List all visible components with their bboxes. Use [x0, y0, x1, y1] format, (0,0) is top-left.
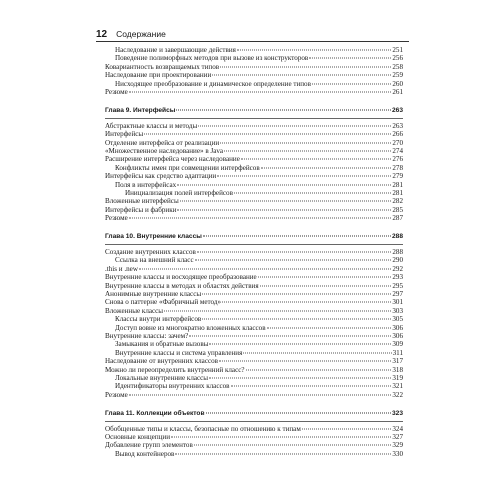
- toc-entry-title: Можно ли переопределить внутренний класс?: [105, 365, 245, 374]
- dot-leader: [224, 151, 391, 152]
- toc-entry: [105, 433, 403, 441]
- toc-entry-page: 322: [392, 390, 403, 399]
- dot-leader: [129, 394, 392, 395]
- toc-entry-page: 329: [392, 441, 403, 450]
- toc-entry-title: Нисходящее преобразование и динамическое определение типов: [115, 79, 311, 88]
- dot-leader: [309, 58, 391, 59]
- dot-leader: [312, 83, 391, 84]
- toc-entry-page: 292: [392, 264, 403, 273]
- dot-leader: [144, 134, 391, 135]
- toc-entry-title: Расширение интерфейса через наследование: [105, 155, 240, 164]
- dot-leader: [217, 176, 391, 177]
- toc-entry-page: 297: [392, 289, 403, 298]
- toc-entry: [105, 273, 403, 281]
- toc-entry-title: Интерфейсы как средство адаптации: [105, 172, 217, 181]
- toc-entry-title: Внутренние классы и система управления: [115, 348, 243, 357]
- toc-entry-page: 259: [392, 71, 403, 80]
- dot-leader: [258, 277, 392, 278]
- toc-entry-page: 309: [392, 340, 403, 349]
- toc-entry-title: Замыкания и обратные вызовы: [115, 340, 209, 349]
- dot-leader: [220, 66, 391, 67]
- toc-entry-page: 260: [392, 79, 403, 88]
- toc-entry-page: 306: [392, 331, 403, 340]
- toc-entry-title: Наследование от внутренних классов: [105, 357, 219, 366]
- toc-entry-title: Создание внутренних классов: [105, 248, 196, 257]
- table-of-contents: [105, 46, 403, 458]
- toc-entry-title: Внутренние классы в методах и областях действия: [105, 281, 259, 290]
- page-number: 12: [96, 29, 108, 40]
- toc-entry: [105, 332, 403, 340]
- chapter-heading-block: [105, 408, 403, 422]
- toc-entry-title: Внутренние классы и восходящее преобразование: [105, 273, 257, 282]
- toc-entry: [105, 155, 403, 163]
- toc-entry-title: Вложенные интерфейсы: [105, 197, 179, 206]
- toc-entry: [105, 307, 403, 315]
- toc-entry: [105, 391, 403, 399]
- dot-leader: [231, 386, 392, 387]
- chapter-title: Глава 10. Внутренние классы: [105, 233, 202, 241]
- toc-entry-page: 306: [392, 323, 403, 332]
- toc-entry-page: 327: [392, 432, 403, 441]
- toc-entry: [105, 298, 403, 306]
- toc-entry-page: 281: [392, 188, 403, 197]
- toc-entry: [105, 197, 403, 205]
- toc-entry-title: Интерфейсы и фабрики: [105, 205, 177, 214]
- toc-entry: [105, 324, 403, 332]
- toc-entry: [105, 189, 403, 197]
- toc-entry-page: 311: [392, 348, 403, 357]
- toc-entry: [105, 80, 403, 88]
- toc-entry-title: Конфликты имен при совмещении интерфейсов: [115, 163, 260, 172]
- toc-entry: [105, 63, 403, 71]
- toc-entry-page: 301: [392, 298, 403, 307]
- chapter-page: 288: [391, 233, 403, 241]
- toc-entry-page: 281: [392, 180, 403, 189]
- dot-leader: [302, 428, 392, 429]
- dot-leader: [246, 369, 392, 370]
- chapter-heading: [105, 231, 403, 245]
- toc-entry-title: Наследование и завершающие действия: [115, 46, 236, 54]
- toc-entry-page: 324: [392, 424, 403, 433]
- toc-entry-page: 261: [392, 87, 403, 96]
- toc-entry-title: Классы внутри интерфейсов: [115, 315, 202, 324]
- toc-entry-title: Снова о паттерне «Фабричный метод»: [105, 298, 222, 307]
- dot-leader: [261, 167, 392, 168]
- dot-leader: [198, 125, 391, 126]
- dot-leader: [212, 75, 391, 76]
- toc-entry-page: 279: [392, 172, 403, 181]
- toc-entry-title: .this и .new: [105, 264, 138, 273]
- dot-leader: [206, 412, 391, 413]
- toc-entry-title: Доступ вовне из многократно вложенных классов: [115, 323, 266, 332]
- dot-leader: [241, 159, 391, 160]
- dot-leader: [189, 335, 391, 336]
- toc-entry-page: 303: [392, 306, 403, 315]
- chapter-heading-block: [105, 231, 403, 245]
- dot-leader: [222, 302, 391, 303]
- toc-entry-title: Локальные внутренние классы: [115, 373, 209, 382]
- toc-entry: [105, 54, 403, 62]
- dot-leader: [203, 236, 391, 237]
- toc-entry-title: Ссылка на внешний класс: [115, 256, 194, 265]
- toc-entry: [105, 450, 403, 458]
- chapter-page: 263: [391, 106, 403, 114]
- toc-entry-page: 317: [392, 357, 403, 366]
- toc-entry: [105, 88, 403, 96]
- dot-leader: [129, 91, 392, 92]
- dot-leader: [164, 310, 391, 311]
- toc-entry: [105, 71, 403, 79]
- toc-entry: [105, 315, 403, 323]
- toc-entry-title: Ковариантность возвращаемых типов: [105, 62, 220, 71]
- dot-leader: [202, 319, 391, 320]
- toc-entry: [105, 282, 403, 290]
- toc-entry: [105, 340, 403, 348]
- dot-leader: [139, 268, 391, 269]
- toc-entry-page: 305: [392, 315, 403, 324]
- toc-entry: [105, 256, 403, 264]
- toc-entry: [105, 46, 403, 54]
- dot-leader: [237, 50, 391, 51]
- toc-entry: [105, 374, 403, 382]
- dot-leader: [209, 377, 391, 378]
- dot-leader: [219, 361, 391, 362]
- toc-entry: [105, 139, 403, 147]
- toc-entry: [105, 357, 403, 365]
- toc-entry: [105, 172, 403, 180]
- dot-leader: [267, 327, 392, 328]
- dot-leader: [243, 352, 391, 353]
- toc-entry-page: 293: [392, 273, 403, 282]
- toc-entry: [105, 265, 403, 273]
- toc-entry: [105, 441, 403, 449]
- toc-entry-title: Резюме: [105, 390, 128, 399]
- dot-leader: [260, 285, 392, 286]
- dot-leader: [180, 201, 392, 202]
- chapter-page: 323: [391, 409, 403, 417]
- toc-entry-page: 287: [392, 214, 403, 223]
- toc-entry: [105, 425, 403, 433]
- toc-entry: [105, 366, 403, 374]
- toc-entry-page: 282: [392, 197, 403, 206]
- toc-entry-title: Вложенные классы: [105, 306, 164, 315]
- running-header: [96, 29, 409, 40]
- toc-entry-page: 276: [392, 155, 403, 164]
- toc-entry-page: 274: [392, 147, 403, 156]
- dot-leader: [176, 109, 391, 110]
- toc-entry-title: Анонимные внутренние классы: [105, 289, 202, 298]
- chapter-title: Глава 9. Интерфейсы: [105, 106, 176, 114]
- toc-entry-title: Идентификаторы внутренних классов: [115, 382, 230, 391]
- toc-entry-page: 321: [392, 382, 403, 391]
- toc-entry-title: Поведение полиморфных методов при вызове из конструкторов: [115, 54, 309, 63]
- toc-entry-title: Добавление групп элементов: [105, 441, 193, 450]
- dot-leader: [175, 453, 391, 454]
- toc-entry-title: Инициализация полей интерфейсов: [125, 188, 233, 197]
- toc-entry: [105, 382, 403, 390]
- toc-entry: [105, 248, 403, 256]
- toc-entry-page: 256: [392, 54, 403, 63]
- toc-entry: [105, 206, 403, 214]
- toc-entry: [105, 349, 403, 357]
- dot-leader: [129, 218, 392, 219]
- chapter-heading: [105, 105, 403, 119]
- toc-entry-title: Наследование при проектировании: [105, 71, 212, 80]
- header-rule: [96, 41, 409, 42]
- toc-entry-page: 266: [392, 130, 403, 139]
- toc-entry: [105, 164, 403, 172]
- toc-entry: [105, 147, 403, 155]
- toc-entry: [105, 122, 403, 130]
- dot-leader: [202, 293, 391, 294]
- toc-entry-page: 251: [392, 46, 403, 54]
- toc-entry-page: 278: [392, 163, 403, 172]
- dot-leader: [177, 209, 391, 210]
- toc-entry-page: 258: [392, 62, 403, 71]
- toc-entry-page: 295: [392, 281, 403, 290]
- toc-entry-title: Интерфейсы: [105, 130, 144, 139]
- toc-entry-title: Основные концепции: [105, 432, 171, 441]
- running-title: Содержание: [116, 29, 166, 39]
- toc-entry: [105, 290, 403, 298]
- toc-entry-title: Внутренние классы: зачем?: [105, 331, 189, 340]
- dot-leader: [195, 260, 392, 261]
- toc-entry-title: Резюме: [105, 214, 128, 223]
- toc-entry-title: Поля в интерфейсах: [115, 180, 177, 189]
- dot-leader: [197, 252, 392, 253]
- dot-leader: [209, 344, 391, 345]
- toc-entry-page: 285: [392, 205, 403, 214]
- toc-entry-page: 288: [392, 248, 403, 257]
- toc-entry: [105, 181, 403, 189]
- dot-leader: [171, 436, 391, 437]
- chapter-heading: [105, 408, 403, 422]
- toc-entry: [105, 130, 403, 138]
- toc-entry-title: «Множественное наследование» в Java: [105, 147, 224, 156]
- toc-entry-title: Абстрактные классы и методы: [105, 121, 198, 130]
- toc-entry-title: Вывод контейнеров: [115, 449, 175, 458]
- toc-entry-title: Обобщенные типы и классы, безопасные по отношению к типам: [105, 424, 301, 433]
- toc-entry-title: Отделение интерфейса от реализации: [105, 138, 220, 147]
- chapter-title: Глава 11. Коллекции объектов: [105, 409, 205, 417]
- toc-entry-page: 330: [392, 449, 403, 458]
- dot-leader: [177, 184, 391, 185]
- chapter-heading-block: [105, 105, 403, 119]
- toc-entry-page: 318: [392, 365, 403, 374]
- toc-entry-title: Резюме: [105, 87, 128, 96]
- dot-leader: [194, 445, 392, 446]
- toc-entry: [105, 214, 403, 222]
- toc-entry-page: 263: [392, 121, 403, 130]
- dot-leader: [220, 142, 391, 143]
- toc-entry-page: 270: [392, 138, 403, 147]
- toc-entry-page: 290: [392, 256, 403, 265]
- toc-entry-page: 319: [392, 373, 403, 382]
- dot-leader: [234, 192, 391, 193]
